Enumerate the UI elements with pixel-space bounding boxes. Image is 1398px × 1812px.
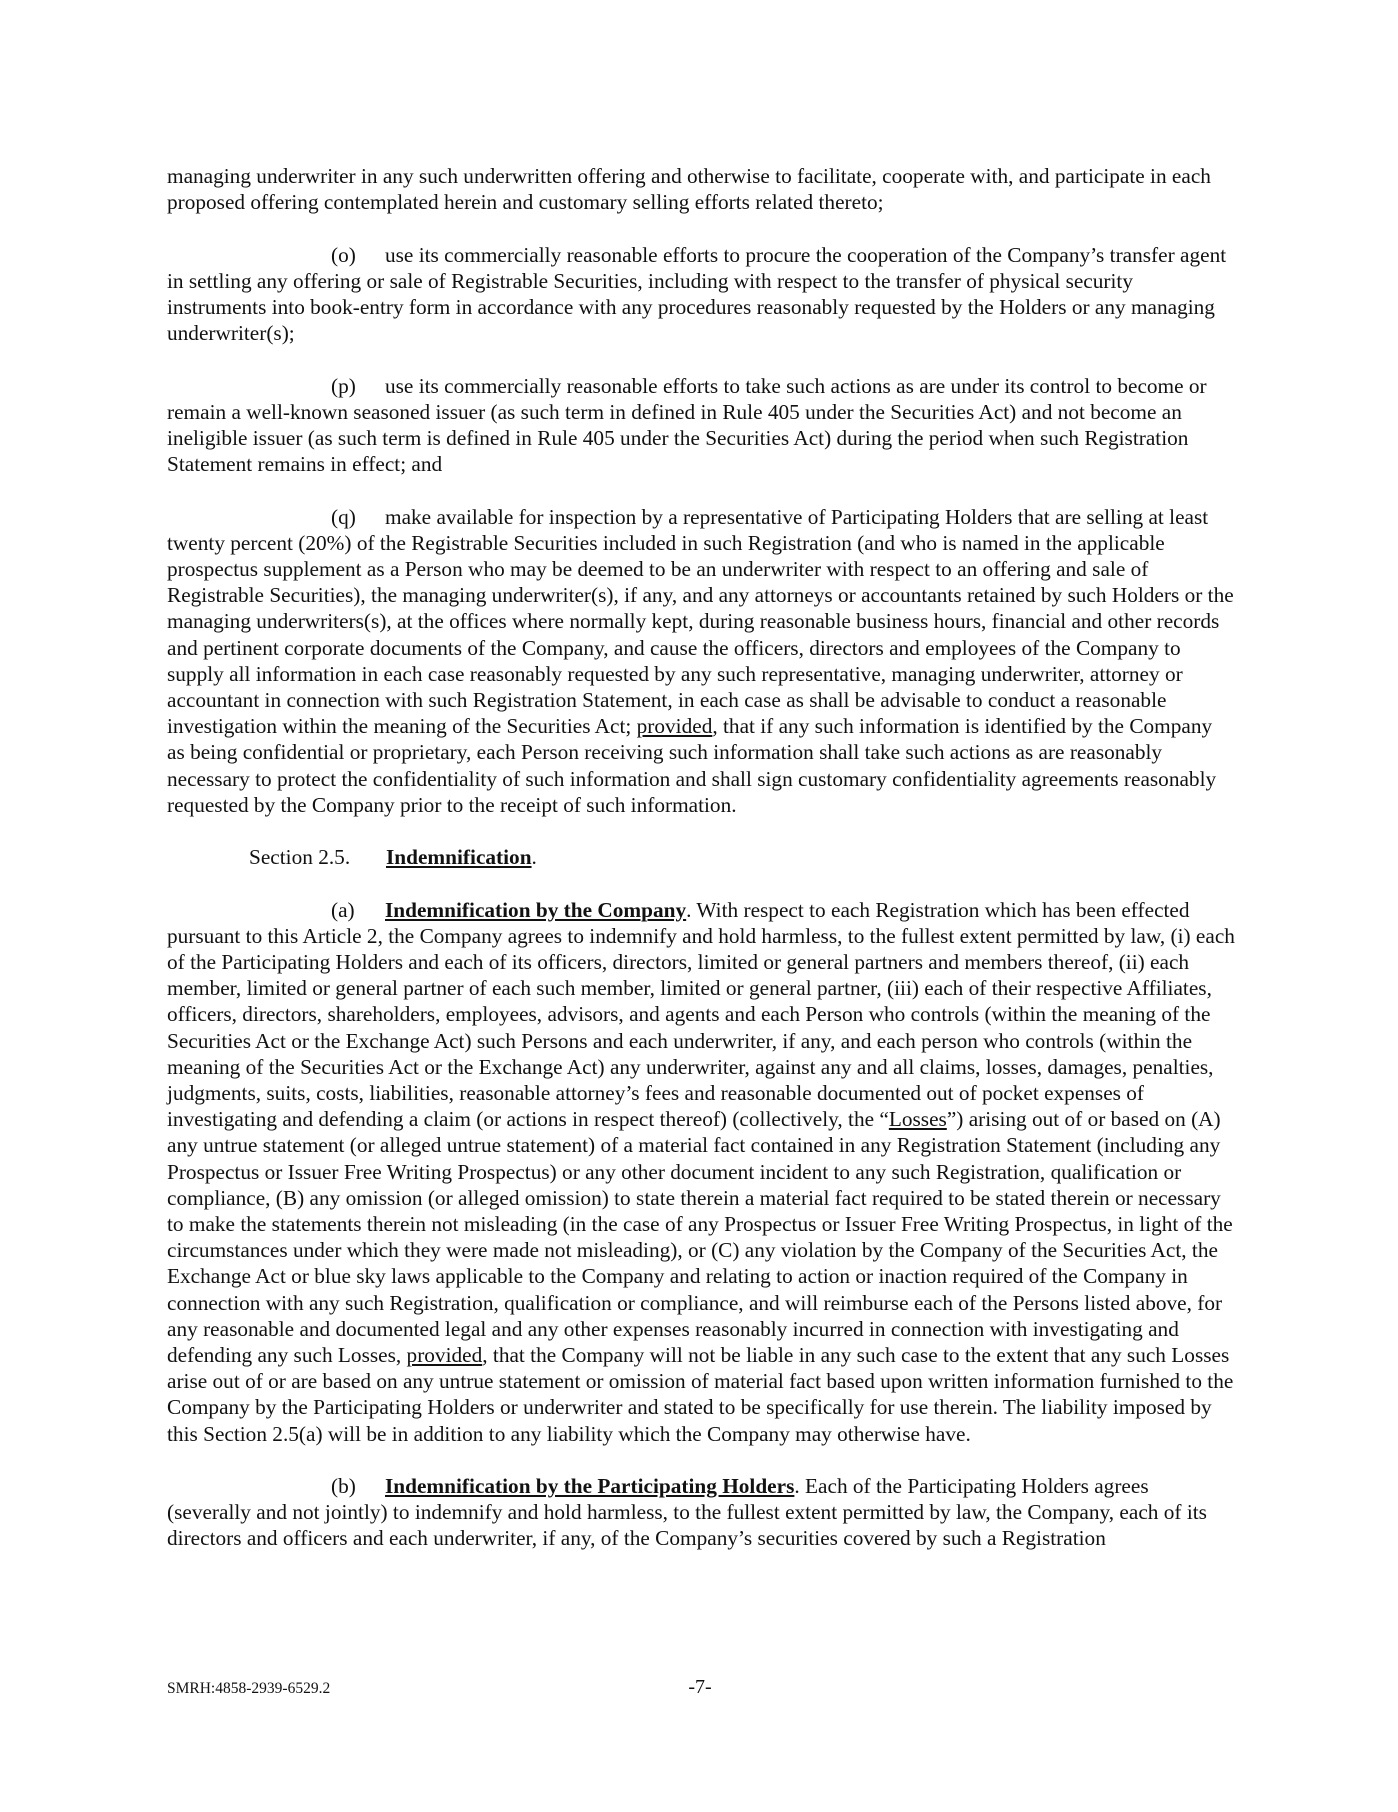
- body-text: [167, 163, 1235, 1578]
- item-p-text: use its commercially reasonable efforts to take such actions as are under its control to become or remain a well-known seasoned issuer (as such term in defined in Rule 405 under the Securities Act) and not become an ineligible issuer (as such term is defined in Rule 405 under the Securities Act) during the period when such Registration Statement remains in effect; and: [167, 373, 1207, 477]
- item-o-marker: (o): [331, 242, 356, 267]
- subsection-b: [167, 1473, 1235, 1552]
- subsection-a-text-3: , that the Company will not be liable in any such case to the extent that any such Losses arise out of or are based on any untrue statement or omission of material fact based upon written information furnished to the Company by the Participating Holders or underwriter and stated to be specifically for use therein. The liability imposed by this Section 2.5(a) will be in addition to any liability which the Company may otherwise have.: [167, 1343, 1234, 1446]
- subsection-b-heading: Indemnification by the Participating Holders: [385, 1474, 795, 1499]
- footer-page-number: -7-: [688, 1676, 712, 1698]
- section-title: Indemnification: [386, 845, 532, 870]
- item-q-text-2: , that if any such information is identified by the Company as being confidential or proprietary, each Person receiving such information shall take such actions as are reasonably necessary to protect the confidentiality of such information and shall sign customary confidentiality agreements reasonably requested by the Company prior to the receipt of such information.: [167, 714, 1217, 817]
- section-title-end: .: [531, 845, 537, 870]
- item-p: [167, 373, 1235, 478]
- subsection-a-text-2: ”) arising out of or based on (A) any untrue statement (or alleged untrue statement) of a material fact contained in any Registration Statement (including any Prospectus or Issuer Free Writing Prospectus) or any other document incident to any such Registration, qualification or compliance, (B) any omission (or alleged omission) to state therein a material fact required to be stated therein or necessary to make the statements therein not misleading (in the case of any Prospectus or Issuer Free Writing Prospectus, in light of the circumstances under which they were made not misleading), or (C) any violation by the Company of the Securities Act, the Exchange Act or blue sky laws applicable to the Company and relating to action or inaction required of the Company in connection with any such Registration, qualification or compliance, and will reimburse each of the Persons listed above, for any reasonable and documented legal and any other expenses reasonably incurred in connection with investigating and defending any such Losses,: [167, 1107, 1233, 1368]
- intro-paragraph: managing underwriter in any such underwritten offering and otherwise to facilitate, cooperate with, and participate in each proposed offering contemplated herein and customary selling efforts related thereto;: [167, 164, 1211, 215]
- item-q-provided: provided: [636, 714, 713, 739]
- subsection-a-provided: provided: [406, 1343, 483, 1368]
- subsection-b-marker: (b): [331, 1474, 356, 1499]
- item-o-text: use its commercially reasonable efforts to procure the cooperation of the Company’s transfer agent in settling any offering or sale of Registrable Securities, including with respect to the transfer of physical security instruments into book-entry form in accordance with any procedures reasonably requested by the Holders or any managing underwriter(s);: [167, 242, 1227, 346]
- subsection-a-marker: (a): [331, 897, 355, 922]
- item-q-marker: (q): [331, 504, 356, 529]
- subsection-a-text-1: . With respect to each Registration which has been effected pursuant to this Article 2, the Company agrees to indemnify and hold harmless, to the fullest extent permitted by law, (i) each of the Participating Holders and each of its officers, directors, limited or general partners and members thereof, (ii) each member, limited or general partner of each such member, limited or general partner, (iii) each of their respective Affiliates, officers, directors, shareholders, employees, advisors, and agents and each Person who controls (within the meaning of the Securities Act or the Exchange Act) such Persons and each underwriter, if any, and each person who controls (within the meaning of the Securities Act or the Exchange Act) any underwriter, against any and all claims, losses, damages, penalties, judgments, suits, costs, liabilities, reasonable attorney’s fees and reasonable documented out of pocket expenses of investigating and defending a claim (or actions in respect thereof) (collectively, the “: [167, 897, 1235, 1132]
- footer-document-id: SMRH:4858-2939-6529.2: [167, 1680, 331, 1697]
- item-p-marker: (p): [331, 373, 356, 398]
- item-q-text-1: make available for inspection by a representative of Participating Holders that are selling at least twenty percent (20%) of the Registrable Securities included in such Registration (and who is named in the applicable prospectus supplement as a Person who may be deemed to be an underwriter with respect to an offering and sale of Registrable Securities), the managing underwriter(s), if any, and any attorneys or accountants retained by such Holders or the managing underwriters(s), at the offices where normally kept, during reasonable business hours, financial and other records and pertinent corporate documents of the Company, and cause the officers, directors and employees of the Company to supply all information in each case reasonably requested by any such representative, managing underwriter, attorney or accountant in connection with such Registration Statement, in each case as shall be advisable to conduct a reasonable investigation within the meaning of the Securities Act;: [167, 504, 1234, 739]
- subsection-a: [167, 897, 1235, 1447]
- defined-term-losses: Losses: [888, 1107, 947, 1132]
- subsection-a-heading: Indemnification by the Company: [385, 897, 687, 922]
- subsection-b-text-1: . Each of the Participating Holders agrees (severally and not jointly) to indemnify and hold harmless, to the fullest extent permitted by law, the Company, each of its directors and officers and each underwriter, if any, of the Company’s securities covered by such a Registration: [167, 1474, 1207, 1551]
- section-number: Section 2.5.: [249, 845, 351, 870]
- item-q: [167, 504, 1235, 818]
- item-o: [167, 242, 1235, 347]
- section-heading: [249, 844, 1235, 870]
